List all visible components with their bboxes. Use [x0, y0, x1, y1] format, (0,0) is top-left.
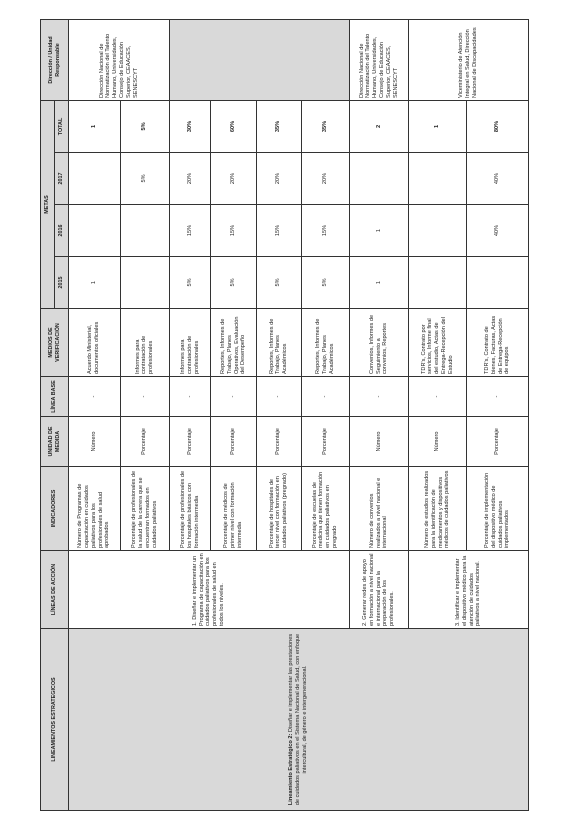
header-lineamientos: LINEAMIENTOS ESTRATEGICOS [41, 629, 69, 811]
goal-total-cell: 1 [409, 100, 467, 152]
goal-2016-cell: 15% [170, 205, 211, 257]
strategic-guideline-title: Lineamiento Estratégico 2: [288, 733, 295, 806]
header-2016: 2016 [55, 205, 69, 257]
goal-2015-cell: 5% [170, 257, 211, 309]
verification-cell: TDR's, Contrato por servicios, Informe final del estudio, Actas de Entrega-Recepción del Estudio [409, 309, 467, 377]
header-total: TOTAL [55, 100, 69, 152]
header-lineas-accion: LÍNEAS DE ACCIÓN [41, 551, 69, 629]
goal-total-cell: 5% [120, 100, 170, 152]
goal-2016-cell: 15% [256, 205, 301, 257]
goal-2016-cell: 15% [302, 205, 349, 257]
indicator-cell: Porcentaje de hospitales de tercer nivel con formación en cuidados paliativos (pregrado) [256, 467, 301, 551]
header-linea-base: LÍNEA BASE [41, 377, 69, 417]
goal-2015-cell: 1 [69, 257, 121, 309]
goal-2015-cell [409, 257, 467, 309]
responsible-cell: Viceministerio de Atención Integral en Salud, Dirección Nacional de Discapacidades [409, 19, 529, 100]
unit-cell: Porcentaje [120, 417, 170, 467]
action-line-1: 1. Diseñar e implementar un Programa de capacitación en cuidados paliativos para los profesionales de salud en todos los niveles. [69, 551, 350, 629]
indicator-cell: Porcentaje de médicos de primer nivel con formación intermedia [211, 467, 256, 551]
unit-cell: Porcentaje [170, 417, 211, 467]
responsible-cell: Dirección Nacional de Normatización del Talento Humano, Universidades, Consejo de Educación Superior, CEAACES, SENESCYT [69, 19, 170, 100]
unit-cell: Porcentaje [211, 417, 256, 467]
goal-2015-cell [120, 257, 170, 309]
strategic-guideline [69, 629, 529, 811]
goal-total-cell: 35% [302, 100, 349, 152]
unit-cell: Número [69, 417, 121, 467]
action-line-3: 3. Identificar e implementar el dispositivo médico para la atención de cuidados paliativos a nivel nacional. [409, 551, 529, 629]
header-medios: MEDIOS DE VERIFICACIÓN [41, 309, 69, 377]
responsible-cell: Dirección Nacional de Normatización del Talento Humano, Universidades, Consejo de Educación Superior, CEAACES, SENESCYT [349, 19, 409, 100]
goal-2016-cell [120, 205, 170, 257]
goal-2017-cell: 40% [467, 153, 529, 205]
goal-2015-cell: 1 [349, 257, 409, 309]
verification-cell: Convenios, Informes de Seguimiento a convenios, Reportes [349, 309, 409, 377]
unit-cell: Porcentaje [302, 417, 349, 467]
goal-2015-cell: 5% [256, 257, 301, 309]
baseline-cell: - [302, 377, 349, 417]
goal-2017-cell: 20% [256, 153, 301, 205]
goal-2017-cell [349, 153, 409, 205]
baseline-cell: - [349, 377, 409, 417]
header-metas: METAS [41, 100, 55, 308]
header-direccion: Dirección / Unidad Responsable [41, 19, 69, 100]
baseline-cell: - [256, 377, 301, 417]
unit-cell: Porcentaje [256, 417, 301, 467]
verification-cell: Reportes, Informes de Trabajo, Planes Operativos, Evaluación del Desempeño [211, 309, 256, 377]
indicator-cell: Número de Programas de capacitación en cuidados paliativos para los profesionales de salud aprobados [69, 467, 121, 551]
verification-cell: Informes para contratación de profesionales [120, 309, 170, 377]
header-2015: 2015 [55, 257, 69, 309]
verification-cell: Informes para contratación de profesionales [170, 309, 211, 377]
header-unidad-medida: UNIDAD DE MEDIDA [41, 417, 69, 467]
indicator-cell: Número de estudios realizados para la identificación de medicamentos y dispositivos médicos de cuidados paliativos [409, 467, 467, 551]
baseline-cell: - [211, 377, 256, 417]
goal-2017-cell: 20% [211, 153, 256, 205]
goal-2017-cell: 20% [302, 153, 349, 205]
goal-2016-cell: 40% [467, 205, 529, 257]
goal-total-cell: 80% [467, 100, 529, 152]
indicator-cell: Número de convenios realizados a nivel nacional e internacional [349, 467, 409, 551]
goal-2016-cell: 15% [211, 205, 256, 257]
responsible-cell-empty [170, 19, 349, 100]
verification-cell: Reportes, Informes de Trabajo, Planes Académicos [302, 309, 349, 377]
goal-2015-cell: 5% [302, 257, 349, 309]
goal-2015-cell [467, 257, 529, 309]
indicator-cell: Porcentaje de escuelas de medicina que tienen formación en cuidados paliativos en pregrado [302, 467, 349, 551]
strategic-guideline-text: Diseñar e implementar las prestaciones de cuidados paliativos en el Sistema Nacional de Salud, con enfoque intercultural, de género e intergeneracional. [288, 633, 308, 806]
indicator-cell: Porcentaje de implementación del dispositivo médico de cuidados paliativos implementados [467, 467, 529, 551]
baseline-cell: - [170, 377, 211, 417]
goal-total-cell: 30% [170, 100, 211, 152]
goal-total-cell: 60% [211, 100, 256, 152]
action-line-2: 2. Generar redes de apoyo en formación a nivel nacional e internacional para la preparación de los profesionales. [349, 551, 409, 629]
goal-total-cell: 1 [69, 100, 121, 152]
indicator-cell: Porcentaje de profesionales de la salud de la carrera que se encuentran formados en cuidados paliativos [120, 467, 170, 551]
goal-total-cell: 2 [349, 100, 409, 152]
goal-2017-cell: 5% [120, 153, 170, 205]
unit-cell: Número [349, 417, 409, 467]
goal-total-cell: 35% [256, 100, 301, 152]
goal-2015-cell: 5% [211, 257, 256, 309]
indicator-cell: Porcentaje de profesionales de los hospitales básicos con formación intermedia [170, 467, 211, 551]
goal-2017-cell [409, 153, 467, 205]
baseline-cell: - [409, 377, 467, 417]
goal-2017-cell [69, 153, 121, 205]
verification-cell: TDR's, Contrato de bienes, Facturas, Actas de Entrega-Recepción de equipos [467, 309, 529, 377]
goal-2016-cell: 1 [349, 205, 409, 257]
header-indicadores: INDICADORES [41, 467, 69, 551]
goal-2016-cell [409, 205, 467, 257]
verification-cell: Acuerdo Ministerial, documentos oficiales [69, 309, 121, 377]
strategic-plan-table [40, 19, 529, 811]
goal-2017-cell: 20% [170, 153, 211, 205]
unit-cell: Número [409, 417, 467, 467]
baseline-cell: - [69, 377, 121, 417]
header-2017: 2017 [55, 153, 69, 205]
goal-2016-cell [69, 205, 121, 257]
verification-cell: Reportes, Informes de Trabajo, Planes Académicos [256, 309, 301, 377]
rotated-table-sheet [40, 20, 529, 811]
baseline-cell: - [467, 377, 529, 417]
unit-cell: Porcentaje [467, 417, 529, 467]
baseline-cell: - [120, 377, 170, 417]
